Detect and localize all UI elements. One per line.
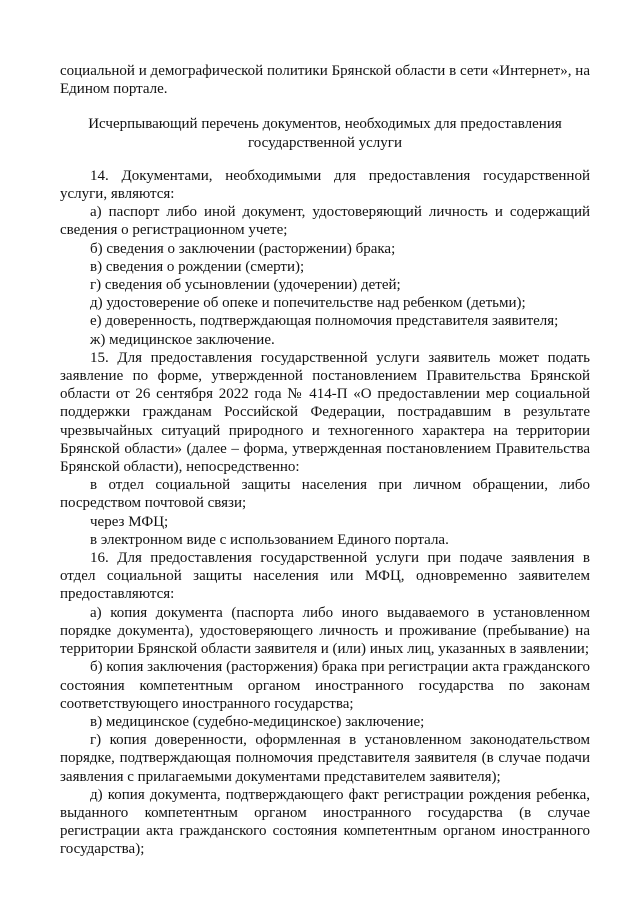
list-item-b: б) сведения о заключении (расторжении) брака; — [90, 240, 396, 257]
paragraph-14: 14. Документами, необходимыми для предоставления государственной услуги, являются: — [60, 167, 590, 203]
document-item-g: г) копия доверенности, оформленная в установленном законодательством порядке, подтверждающая полномочия представителя заявителя (в случае подачи заявления с прилагаемыми документами представителем заявителя); — [60, 732, 590, 785]
submission-option-mfc: через МФЦ; — [90, 513, 169, 530]
document-page — [60, 62, 590, 859]
submission-option-portal: в электронном виде с использованием Единого портала. — [90, 531, 449, 548]
list-item-v: в) сведения о рождении (смерти); — [90, 258, 305, 275]
list-item-zh: ж) медицинское заключение. — [90, 331, 275, 348]
section-heading: Исчерпывающий перечень документов, необходимых для предоставления государственной услуги — [88, 116, 562, 151]
submission-option-social-department: в отдел социальной защиты населения при личном обращении, либо посредством почтовой связи; — [60, 477, 590, 512]
list-item-e: е) доверенность, подтверждающая полномочия представителя заявителя; — [90, 313, 559, 330]
paragraph-15: 15. Для предоставления государственной услуги заявитель может подать заявление по форме, утвержденной постановлением Правительства Брянской области от 26 сентября 2022 года № 414-П «О предоставлении мер социальной поддержки гражданам Российской Федерации, пострадавшим в результате чрезвычайных ситуаций природного и техногенного характера на территории Брянской области» (далее – форма, утвержденная постановлением Правительства Брянской области), непосредственно: — [60, 349, 590, 476]
document-item-d: д) копия документа, подтверждающего факт регистрации рождения ребенка, выданного компетентным органом иностранного государства (в случае регистрации акта гражданского состояния компетентным органом иностранного государства); — [60, 786, 590, 858]
document-item-b: б) копия заключения (расторжения) брака при регистрации акта гражданского состояния компетентным органом иностранного государства по законам соответствующего иностранного государства; — [60, 659, 590, 712]
intro-paragraph: социальной и демографической политики Брянской области в сети «Интернет», на Едином портале. — [60, 63, 590, 98]
list-item-d: д) удостоверение об опеке и попечительстве над ребенком (детьми); — [90, 295, 526, 312]
paragraph-16: 16. Для предоставления государственной услуги при подаче заявления в отдел социальной защиты населения или МФЦ, одновременно заявителем предоставляются: — [60, 550, 590, 603]
document-item-a: а) копия документа (паспорта либо иного выдаваемого в установленном порядке документа), удостоверяющего личность и проживание (пребывание) на территории Брянской области заявителя и (или) иных лиц, указанных в заявлении; — [60, 604, 590, 658]
list-item-g: г) сведения об усыновлении (удочерении) детей; — [90, 277, 401, 294]
document-item-v: в) медицинское (судебно-медицинское) заключение; — [90, 713, 425, 730]
list-item-a: а) паспорт либо иной документ, удостоверяющий личность и содержащий сведения о регистрационном учете; — [60, 204, 590, 239]
